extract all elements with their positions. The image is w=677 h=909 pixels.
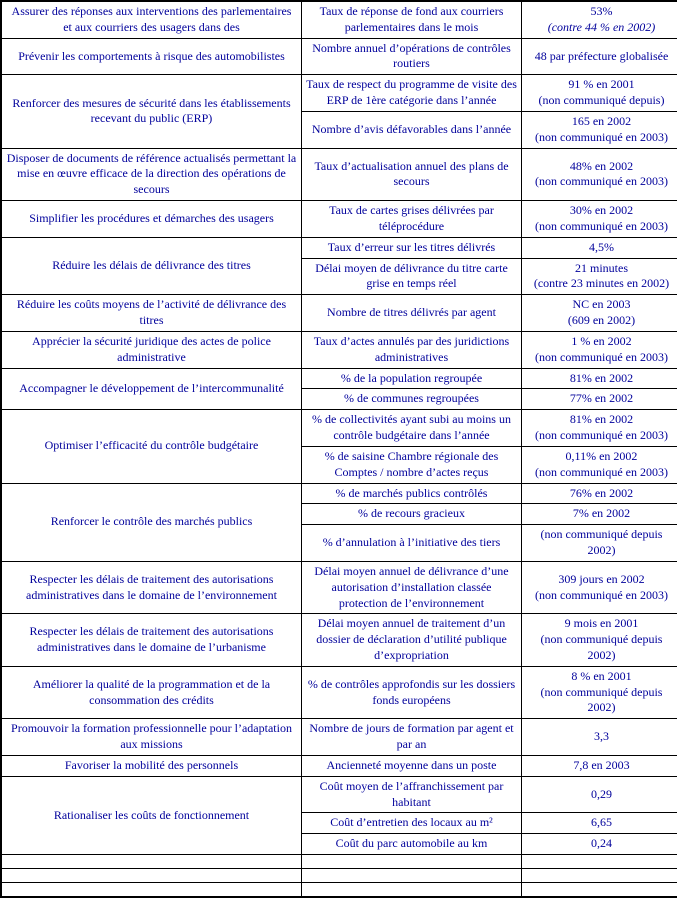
objective-cell: Promouvoir la formation professionnelle pour l’adaptation aux missions (1, 719, 302, 756)
value-cell (522, 111, 677, 148)
table-row (1, 237, 677, 258)
value-text: 21 minutes (575, 260, 628, 275)
objective-cell: Apprécier la sécurité juridique des actes de police administrative (1, 331, 302, 368)
value-cell (522, 719, 677, 756)
value-note: (non communiqué en 2003) (535, 174, 668, 189)
value-cell (522, 504, 677, 525)
value-text: 9 mois en 2001 (564, 616, 639, 631)
indicator-cell: % d’annulation à l’initiative des tiers (302, 525, 522, 562)
indicator-cell: Taux d’actualisation annuel des plans de secours (302, 148, 522, 200)
table-row (1, 1, 677, 38)
objective-cell: Renforcer le contrôle des marchés publics (1, 483, 302, 561)
value-cell (522, 410, 677, 447)
objective-cell: Disposer de documents de référence actualisés permettant la mise en œuvre efficace de la direction des opérations de secours (1, 148, 302, 200)
indicator-cell: Coût moyen de l’affranchissement par habitant (302, 776, 522, 813)
objective-cell: Réduire les délais de délivrance des titres (1, 237, 302, 294)
table-row (1, 776, 677, 813)
table-row (1, 719, 677, 756)
value-note: (non communiqué en 2003) (535, 464, 668, 479)
value-cell (522, 237, 677, 258)
table-row (1, 368, 677, 389)
objective-cell: Rationaliser les coûts de fonctionnement (1, 776, 302, 854)
value-note: (609 en 2002) (567, 313, 636, 328)
table-row (1, 148, 677, 200)
value-text: 4,5% (589, 239, 614, 254)
empty-cell (1, 869, 302, 883)
value-note: (non communiqué depuis) (538, 93, 665, 108)
value-cell (522, 148, 677, 200)
value-text: 7% en 2002 (572, 506, 631, 521)
value-note: (non communiqué depuis 2002) (540, 632, 663, 662)
objective-cell: Simplifier les procédures et démarches des usagers (1, 201, 302, 238)
value-text: 0,11% en 2002 (565, 448, 638, 463)
value-cell (522, 331, 677, 368)
indicator-cell: Taux d’erreur sur les titres délivrés (302, 237, 522, 258)
empty-cell (302, 855, 522, 869)
objective-cell: Respecter les délais de traitement des autorisations administratives dans le domaine de l’environnement (1, 561, 302, 613)
table-row (1, 561, 677, 613)
value-cell (522, 368, 677, 389)
value-text: 48 par préfecture globalisée (534, 48, 669, 63)
table-row (1, 295, 677, 332)
value-cell (522, 258, 677, 295)
value-cell (522, 75, 677, 112)
table-row (1, 75, 677, 112)
indicator-cell: Délai moyen de délivrance du titre carte grise en temps réel (302, 258, 522, 295)
value-note: (non communiqué en 2003) (535, 349, 668, 364)
value-note: (contre 23 minutes en 2002) (533, 276, 670, 291)
value-cell (522, 813, 677, 834)
objective-cell: Prévenir les comportements à risque des automobilistes (1, 38, 302, 75)
indicator-cell: Taux d’actes annulés par des juridictions administratives (302, 331, 522, 368)
empty-cell (1, 883, 302, 898)
indicator-cell: Délai moyen annuel de traitement d’un dossier de déclaration d’utilité publique d’expropriation (302, 614, 522, 666)
indicator-cell: % de marchés publics contrôlés (302, 483, 522, 504)
value-cell (522, 776, 677, 813)
empty-cell (302, 883, 522, 898)
table-row (1, 483, 677, 504)
value-text: 48% en 2002 (569, 158, 634, 173)
value-cell (522, 666, 677, 718)
empty-cell (1, 855, 302, 869)
indicator-cell: % de communes regroupées (302, 389, 522, 410)
value-note: (non communiqué en 2003) (535, 587, 668, 602)
indicator-cell: % de contrôles approfondis sur les dossiers fonds européens (302, 666, 522, 718)
value-text: 0,24 (591, 836, 612, 851)
value-note: (non communiqué en 2003) (535, 129, 668, 144)
indicator-cell: % de collectivités ayant subi au moins un contrôle budgétaire dans l’année (302, 410, 522, 447)
value-text: 165 en 2002 (571, 113, 632, 128)
objective-cell: Améliorer la qualité de la programmation et de la consommation des crédits (1, 666, 302, 718)
value-note: (non communiqué depuis 2002) (540, 684, 663, 715)
value-cell (522, 201, 677, 238)
empty-cell (522, 869, 677, 883)
table-row (1, 666, 677, 718)
value-text: 76% en 2002 (569, 485, 634, 500)
value-text: 53% (590, 4, 613, 18)
value-text: 77% en 2002 (569, 391, 634, 406)
value-cell (522, 1, 677, 38)
table-row (1, 201, 677, 238)
value-text: 30% en 2002 (569, 203, 634, 218)
objective-cell: Accompagner le développement de l’intercommunalité (1, 368, 302, 410)
value-text: 1 % en 2002 (571, 333, 632, 348)
indicator-cell: Nombre d’avis défavorables dans l’année (302, 111, 522, 148)
value-text: 81% en 2002 (569, 412, 634, 427)
value-text: 91 % en 2001 (568, 77, 635, 92)
indicator-cell: Taux de cartes grises délivrées par téléprocédure (302, 201, 522, 238)
indicator-cell: Nombre annuel d’opérations de contrôles routiers (302, 38, 522, 75)
empty-cell (522, 883, 677, 898)
table-row (1, 614, 677, 666)
table-row (1, 755, 677, 776)
value-cell (522, 614, 677, 666)
objective-cell: Respecter les délais de traitement des autorisations administratives dans le domaine de l’urbanisme (1, 614, 302, 666)
objective-cell: Renforcer des mesures de sécurité dans les établissements recevant du public (ERP) (1, 75, 302, 148)
table-row (1, 410, 677, 447)
table-row (1, 38, 677, 75)
indicator-cell: Délai moyen annuel de délivrance d’une autorisation d’installation classée protection de l’environnement (302, 561, 522, 613)
objective-cell: Optimiser l’efficacité du contrôle budgétaire (1, 410, 302, 483)
objective-cell: Favoriser la mobilité des personnels (1, 755, 302, 776)
objective-cell: Réduire les coûts moyens de l’activité de délivrance des titres (1, 295, 302, 332)
value-text: 309 jours en 2002 (558, 571, 645, 586)
empty-row (1, 855, 677, 869)
value-text: 6,65 (591, 815, 612, 830)
table-row (1, 331, 677, 368)
indicator-cell: % de saisine Chambre régionale des Comptes / nombre d’actes reçus (302, 446, 522, 483)
value-cell (522, 38, 677, 75)
value-text: 0,29 (591, 786, 612, 801)
empty-row (1, 883, 677, 898)
indicator-cell: Nombre de titres délivrés par agent (302, 295, 522, 332)
empty-cell (522, 855, 677, 869)
value-cell (522, 755, 677, 776)
value-text: 7,8 en 2003 (573, 757, 630, 772)
value-cell (522, 295, 677, 332)
value-note: (non communiqué en 2003) (535, 428, 668, 443)
indicator-cell: Coût d’entretien des locaux au m² (302, 813, 522, 834)
indicator-cell: Taux de réponse de fond aux courriers parlementaires dans le mois (302, 1, 522, 38)
value-text: 8 % en 2001 (571, 668, 632, 683)
indicator-cell: Coût du parc automobile au km (302, 834, 522, 855)
value-text: NC en 2003 (572, 297, 631, 312)
value-cell (522, 483, 677, 504)
indicator-cell: Ancienneté moyenne dans un poste (302, 755, 522, 776)
value-note: (non communiqué en 2003) (535, 218, 668, 233)
value-cell (522, 561, 677, 613)
value-text: 3,3 (594, 729, 609, 744)
empty-cell (302, 869, 522, 883)
indicator-cell: Nombre de jours de formation par agent et par an (302, 719, 522, 756)
value-text: 81% en 2002 (569, 370, 634, 385)
value-note: (contre 44 % en 2002) (547, 19, 656, 34)
value-text: (non communiqué depuis 2002) (540, 527, 663, 558)
value-cell (522, 389, 677, 410)
value-cell (522, 525, 677, 562)
value-cell (522, 834, 677, 855)
objective-cell: Assurer des réponses aux interventions des parlementaires et aux courriers des usagers dans des (1, 1, 302, 38)
value-cell (522, 446, 677, 483)
indicator-cell: % de recours gracieux (302, 504, 522, 525)
indicator-cell: Taux de respect du programme de visite des ERP de 1ère catégorie dans l’année (302, 75, 522, 112)
indicator-cell: % de la population regroupée (302, 368, 522, 389)
empty-row (1, 869, 677, 883)
